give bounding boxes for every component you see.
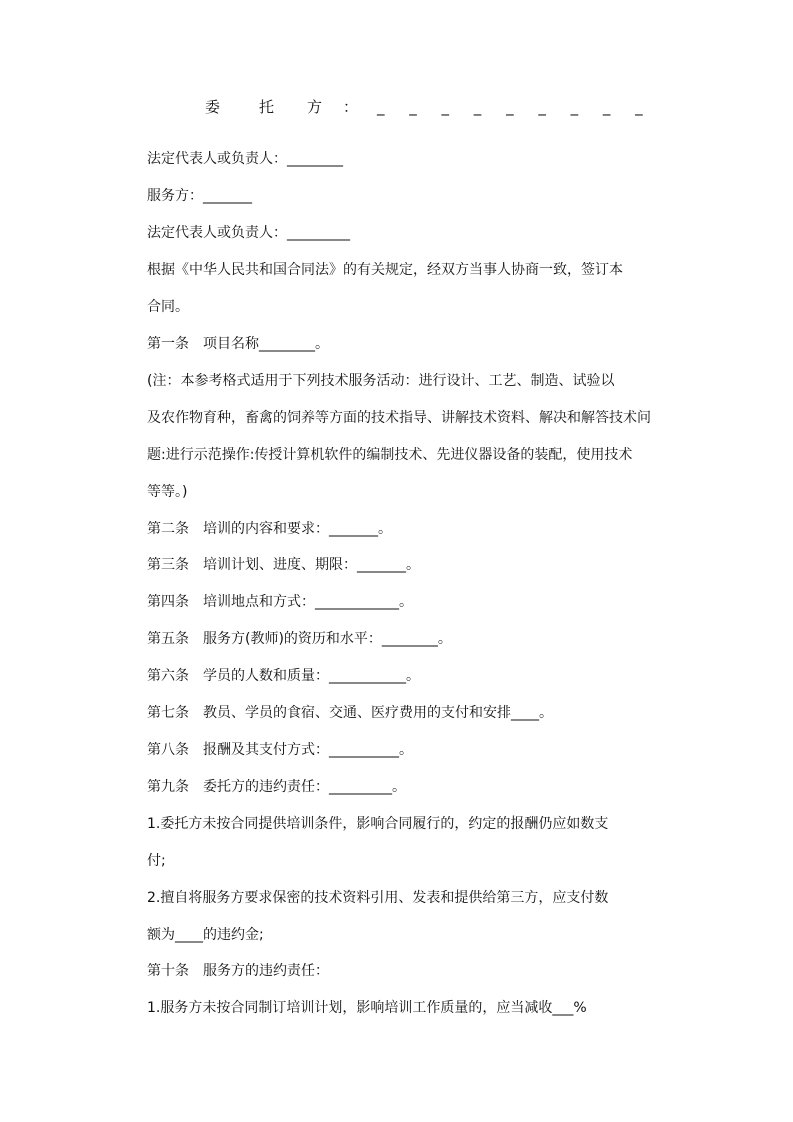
- line-article-5: 第五条 服务方(教师)的资历和水平：________。: [147, 631, 452, 647]
- line-article-9: 第九条 委托方的违约责任：_________。: [147, 779, 406, 795]
- line-clause-9-2b: 额为____的违约金;: [147, 927, 264, 943]
- line-article-3: 第三条 培训计划、进度、期限：_______。: [147, 557, 420, 573]
- line-note-4: 等等。): [147, 484, 188, 500]
- line-article-6: 第六条 学员的人数和质量：___________。: [147, 668, 420, 684]
- line-article-8: 第八条 报酬及其支付方式：__________。: [147, 742, 413, 758]
- line-article-10: 第十条 服务方的违约责任：: [147, 963, 329, 979]
- title-char-3: 方: [307, 98, 323, 116]
- line-service-party: 服务方：_______: [147, 188, 252, 204]
- title-blanks: _ _ _ _ _ _ _ _ _: [377, 98, 643, 116]
- line-legal-rep-2: 法定代表人或负责人：_________: [147, 225, 350, 241]
- title-char-1: 委: [205, 98, 221, 116]
- line-clause-10-1: 1.服务方未按合同制订培训计划，影响培训工作质量的，应当减收___%: [147, 1000, 587, 1016]
- line-note-1: (注：本参考格式适用于下列技术服务活动：进行设计、工艺、制造、试验以: [147, 373, 615, 389]
- line-note-2: 及农作物育种，畜禽的饲养等方面的技术指导、讲解技术资料、解决和解答技术问: [147, 410, 651, 426]
- line-article-2: 第二条 培训的内容和要求：_______。: [147, 521, 392, 537]
- title-char-2: 托: [259, 98, 275, 116]
- line-note-3: 题:进行示范操作:传授计算机软件的编制技术、先进仪器设备的装配，使用技术: [147, 447, 633, 463]
- line-clause-9-1a: 1.委托方未按合同提供培训条件，影响合同履行的，约定的报酬仍应如数支: [147, 816, 609, 832]
- line-article-1: 第一条 项目名称________。: [147, 336, 329, 352]
- line-article-4: 第四条 培训地点和方式：____________。: [147, 594, 413, 610]
- line-preamble-2: 合同。: [147, 299, 189, 315]
- title-colon: ：: [343, 98, 359, 116]
- line-clause-9-2a: 2.擅自将服务方要求保密的技术资料引用、发表和提供给第三方，应支付数: [147, 890, 609, 906]
- title-line: [205, 96, 685, 117]
- line-preamble-1: 根据《中华人民共和国合同法》的有关规定，经双方当事人协商一致，签订本: [147, 262, 623, 278]
- line-legal-rep-1: 法定代表人或负责人：________: [147, 151, 343, 167]
- line-article-7: 第七条 教员、学员的食宿、交通、医疗费用的支付和安排____。: [147, 705, 553, 721]
- line-clause-9-1b: 付;: [147, 853, 166, 869]
